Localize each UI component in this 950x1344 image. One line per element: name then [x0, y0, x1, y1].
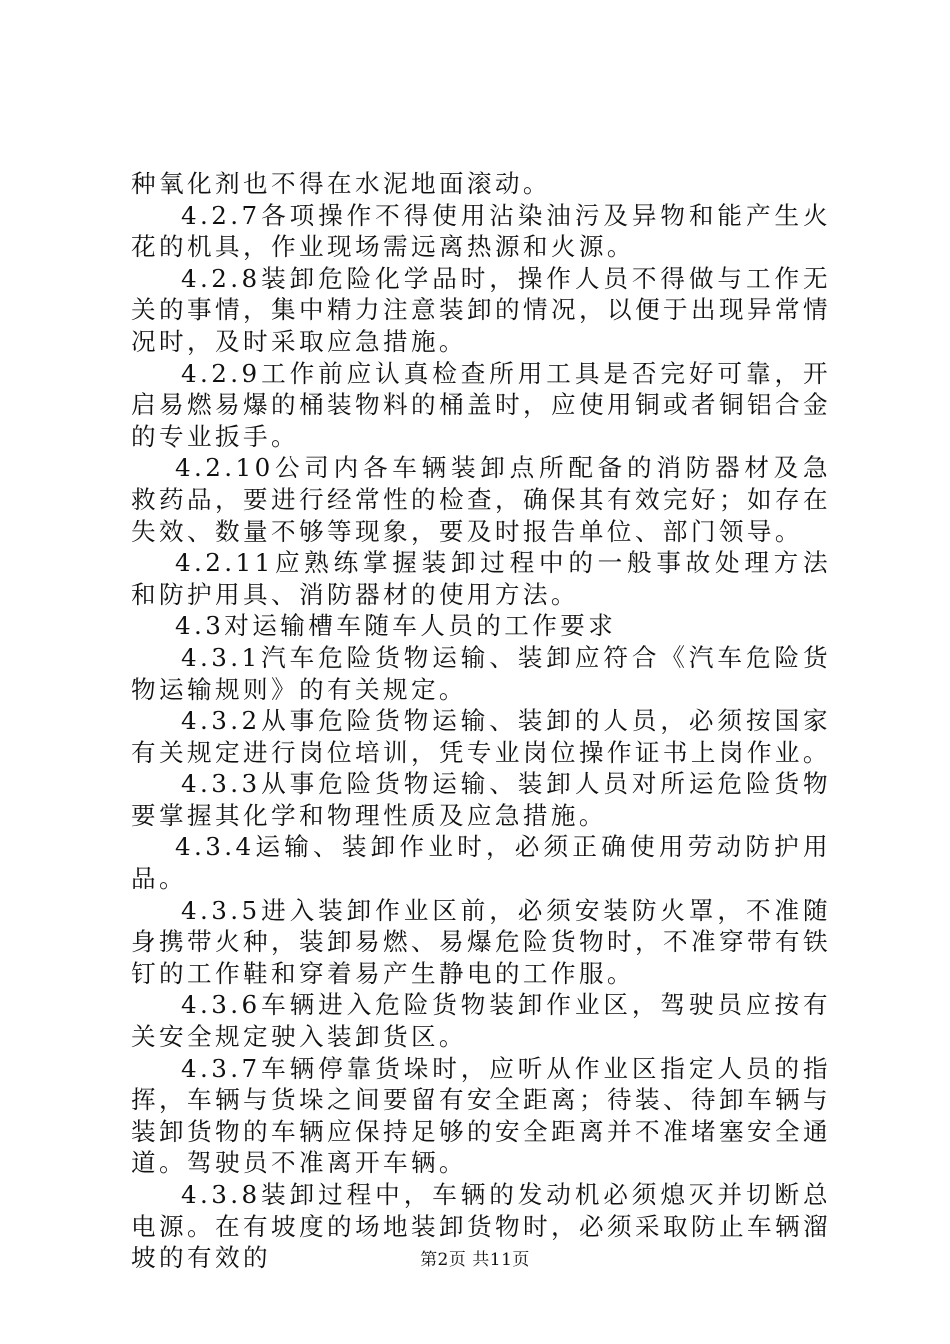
clause-4-2-11: 4.2.11应熟练掌握装卸过程中的一般事故处理方法和防护用具、消防器材的使用方法。 — [131, 548, 831, 609]
clause-4-3-4: 4.3.4运输、装卸作业时，必须正确使用劳动防护用品。 — [131, 832, 831, 894]
document-body — [131, 168, 831, 1274]
clause-4-3-7: 4.3.7车辆停靠货垛时，应听从作业区指定人员的指挥，车辆与货垛之间要留有安全距离；待装、待卸车辆与装卸货物的车辆应保持足够的安全距离并不准堵塞安全通道。驾驶员不准离开车辆。 — [131, 1053, 831, 1178]
clause-4-3-1: 4.3.1汽车危险货物运输、装卸应符合《汽车危险货物运输规则》的有关规定。 — [131, 642, 831, 704]
clause-4-3-2: 4.3.2从事危险货物运输、装卸的人员，必须按国家有关规定进行岗位培训，凭专业岗位操作证书上岗作业。 — [131, 706, 831, 767]
page-number-footer: 第2页 共11页 — [420, 1250, 530, 1270]
clause-4-3-6: 4.3.6车辆进入危险货物装卸作业区，驾驶员应按有关安全规定驶入装卸货区。 — [131, 990, 831, 1052]
clause-4-2-8: 4.2.8装卸危险化学品时，操作人员不得做与工作无关的事情，集中精力注意装卸的情况，以便于出现异常情况时，及时采取应急措施。 — [131, 263, 831, 356]
clause-4-2-7: 4.2.7各项操作不得使用沾染油污及异物和能产生火花的机具，作业现场需远离热源和火源。 — [131, 200, 831, 262]
clause-4-3-5: 4.3.5进入装卸作业区前，必须安装防火罩，不准随身携带火种，装卸易燃、易爆危险货物时，不准穿带有铁钉的工作鞋和穿着易产生静电的工作服。 — [131, 895, 831, 988]
clause-4-2-10: 4.2.10公司内各车辆装卸点所配备的消防器材及急救药品，要进行经常性的检查，确保其有效完好；如存在失效、数量不够等现象，要及时报告单位、部门领导。 — [131, 453, 831, 546]
clause-4-3-3: 4.3.3从事危险货物运输、装卸人员对所运危险货物要掌握其化学和物理性质及应急措施。 — [131, 769, 831, 830]
section-heading-4-3: 4.3对运输槽车随车人员的工作要求 — [175, 611, 617, 641]
paragraph-continuation: 种氧化剂也不得在水泥地面滚动。 — [131, 169, 551, 198]
clause-4-3-8: 4.3.8装卸过程中，车辆的发动机必须熄灭并切断总电源。在有坡度的场地装卸货物时，必须采取防止车辆溜坡的有效的 — [131, 1180, 831, 1273]
clause-4-2-9: 4.2.9工作前应认真检查所用工具是否完好可靠，开启易燃易爆的桶装物料的桶盖时，应使用铜或者铜铝合金的专业扳手。 — [131, 358, 831, 451]
